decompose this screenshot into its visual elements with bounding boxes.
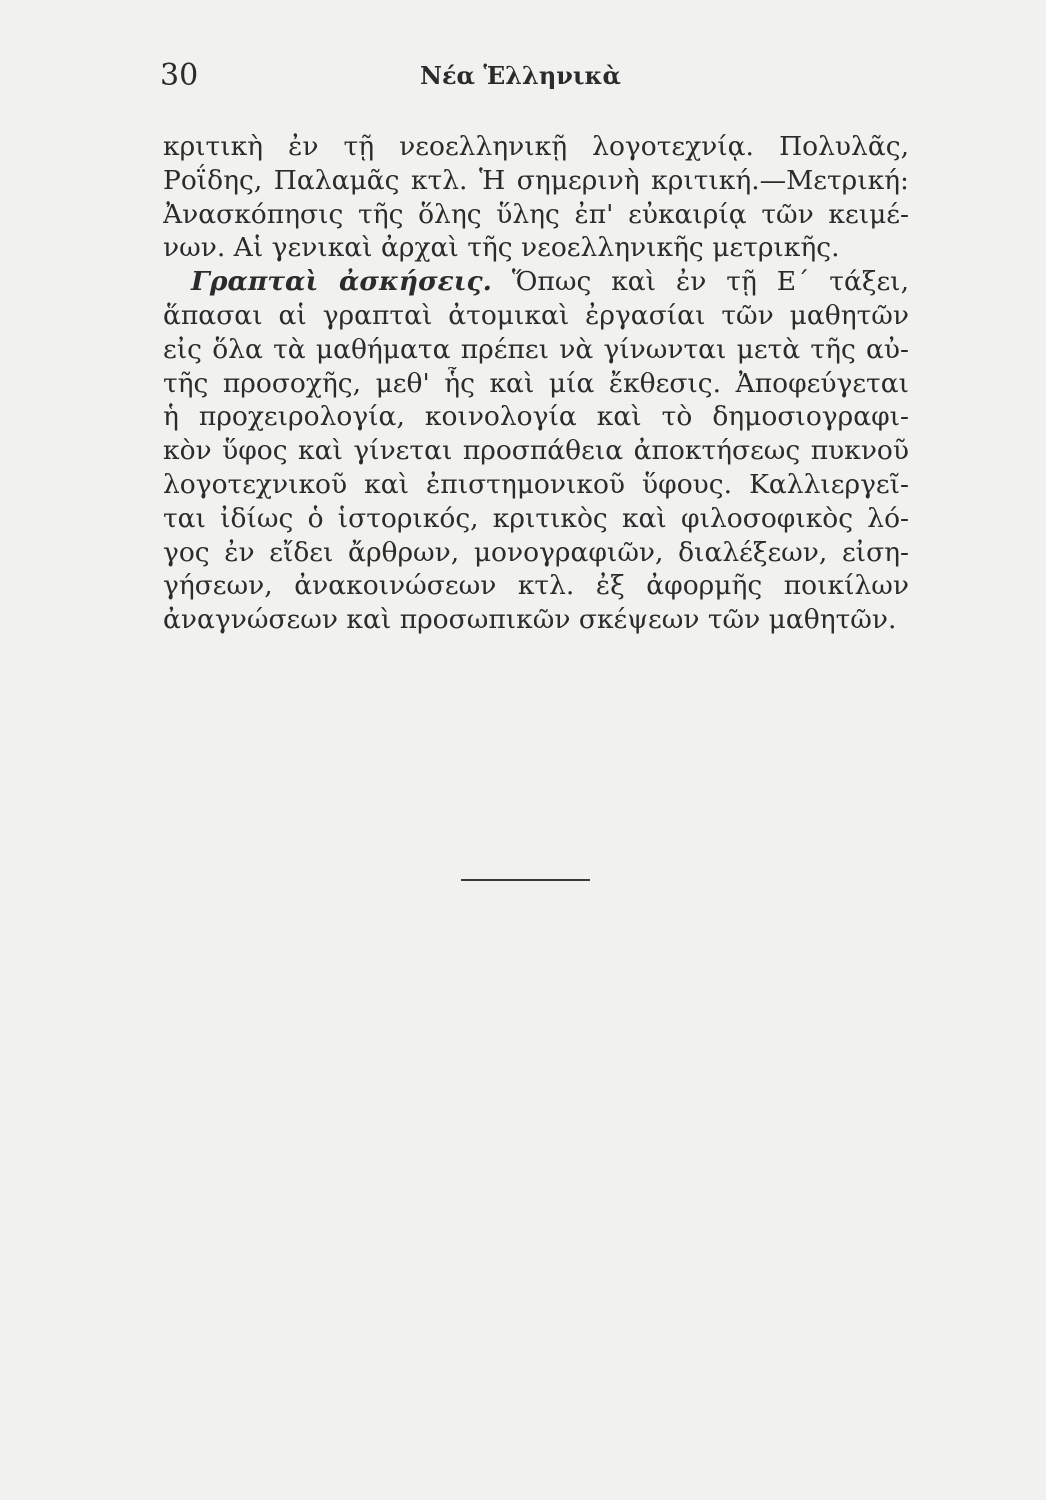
text-line: γήσεων, ἀνακοινώσεων κτλ. ἐξ ἀφορμῆς ποικίλων [163,570,909,602]
text-line: ἡ προχειρολογία, κοινολογία καὶ τὸ δημοσιογραφι- [163,401,909,433]
section-heading: Γραπταὶ ἀσκήσεις. [191,266,492,298]
section-heading-line [163,265,909,299]
text-line: Ἀνασκόπησις τῆς ὅλης ὕλης ἐπ' εὐκαιρίᾳ τῶν κειμέ- [163,198,909,230]
running-title: Νέα Ἑλληνικὰ [420,61,621,90]
text-line: ἀναγνώσεων καὶ προσωπικῶν σκέψεων τῶν μαθητῶν. [163,604,897,636]
running-head [160,58,912,98]
page-number: 30 [160,58,199,93]
text-line: εἰς ὅλα τὰ μαθήματα πρέπει νὰ γίνωνται μετὰ τῆς αὐ- [163,333,909,365]
text-line: ἅπασαι αἱ γραπταὶ ἀτομικαὶ ἐργασίαι τῶν μαθητῶν [163,299,909,331]
text-line: κριτικὴ ἐν τῇ νεοελληνικῇ λογοτεχνίᾳ. Πολυλᾶς, [163,131,909,162]
text-line: ται ἰδίως ὁ ἱστορικός, κριτικὸς καὶ φιλοσοφικὸς λό- [163,502,909,534]
section-heading-continuation: Ὅπως καὶ ἐν τῇ Ε΄ τάξει, [511,266,909,298]
body-text [163,130,909,637]
text-line: τῆς προσοχῆς, μεθ' ἧς καὶ μία ἔκθεσις. Ἀποφεύγεται [163,367,909,399]
text-line: Ροΐδης, Παλαμᾶς κτλ. Ἡ σημερινὴ κριτική.—Μετρική: [163,164,909,196]
text-line: γος ἐν εἴδει ἄρθρων, μονογραφιῶν, διαλέξεων, εἰση- [163,536,909,568]
text-line: λογοτεχνικοῦ καὶ ἐπιστημονικοῦ ὕφους. Καλλιεργεῖ- [163,468,909,500]
text-line: κὸν ὕφος καὶ γίνεται προσπάθεια ἀποκτήσεως πυκνοῦ [163,435,909,467]
text-line: νων. Αἱ γενικαὶ ἀρχαὶ τῆς νεοελληνικῆς μετρικῆς. [163,232,840,264]
section-divider [461,879,590,881]
